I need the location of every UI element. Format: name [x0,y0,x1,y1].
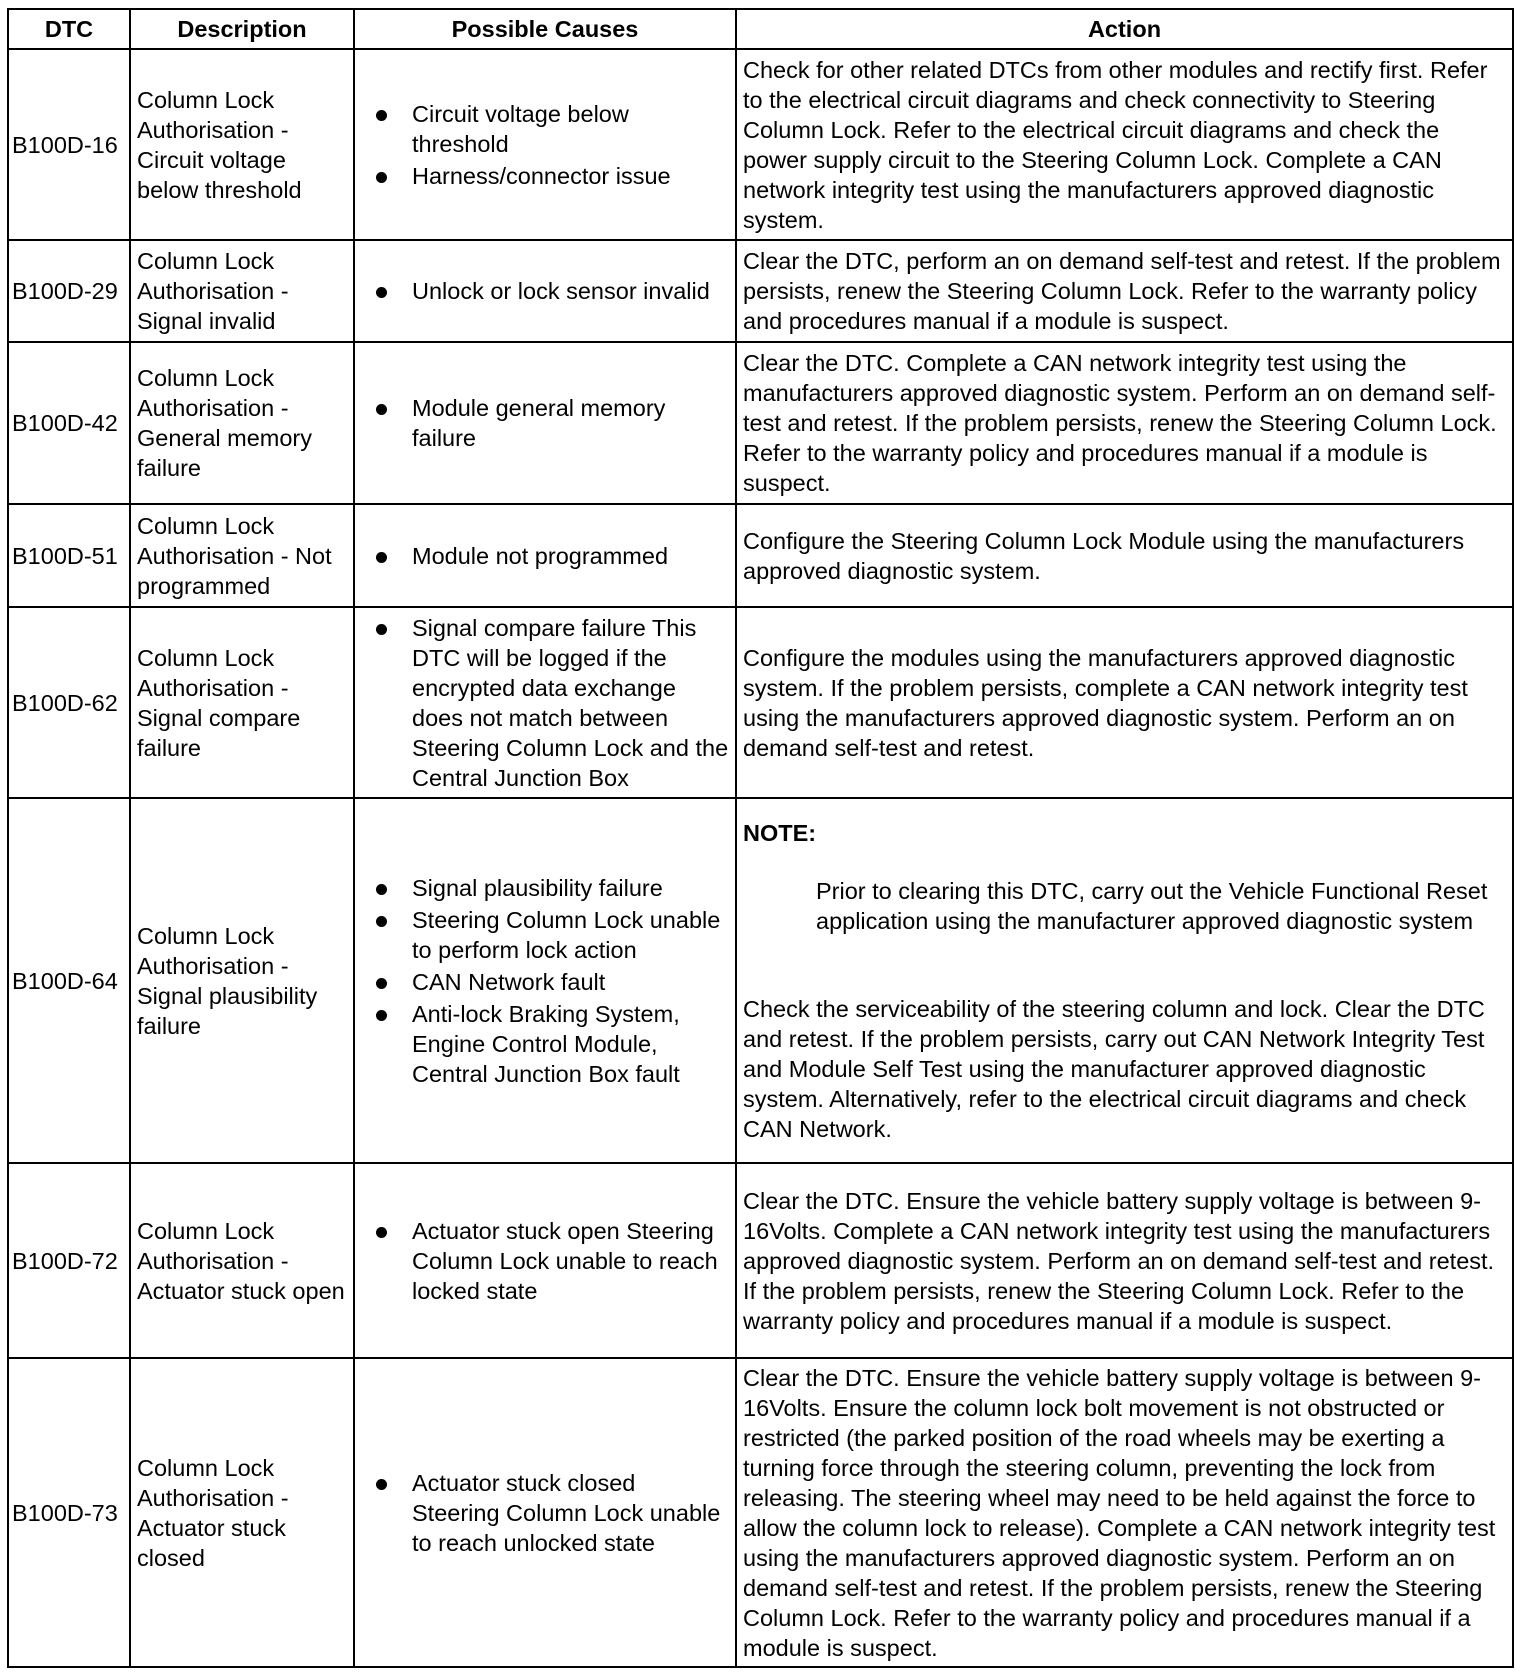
table-row [8,1358,1513,1667]
causes-cell [354,240,736,342]
cause-item: Actuator stuck closed Steering Column Lock unable to reach unlocked state [412,1468,729,1558]
cause-item: Unlock or lock sensor invalid [412,276,729,306]
causes-cell [354,798,736,1163]
header-row [8,9,1513,49]
action-cell: Configure the Steering Column Lock Module using the manufacturers approved diagnostic system. [736,504,1513,607]
action-text: Check the serviceability of the steering column and lock. Clear the DTC and retest. If the problem persists, carry out CAN Network Integrity Test and Module Self Test using the manufacturer approved diagnostic system. Alternatively, refer to the electrical circuit diagrams and check CAN Network. [743,995,1485,1142]
table-row [8,342,1513,504]
cause-item: Circuit voltage below threshold [412,99,729,159]
description-cell: Column Lock Authorisation - Signal invalid [130,240,354,342]
dtc-table [7,8,1514,1668]
description-cell: Column Lock Authorisation - Signal compare failure [130,607,354,798]
table-row [8,1163,1513,1358]
description-cell: Column Lock Authorisation - Actuator stuck open [130,1163,354,1358]
cause-item: Harness/connector issue [412,161,729,191]
cause-item: CAN Network fault [412,967,729,997]
description-cell: Column Lock Authorisation - Not programmed [130,504,354,607]
causes-list [361,541,729,571]
note-text: Prior to clearing this DTC, carry out the Vehicle Functional Reset application using the manufacturer approved diagnostic system [816,877,1488,934]
table-row [8,504,1513,607]
header-description: Description [130,9,354,49]
action-cell: Check for other related DTCs from other modules and rectify first. Refer to the electrical circuit diagrams and check connectivity to Steering Column Lock. Refer to the electrical circuit diagrams and check the power supply circuit to the Steering Column Lock. Complete a CAN network integrity test using the manufacturers approved diagnostic system. [736,49,1513,240]
action-cell: Clear the DTC, perform an on demand self-test and retest. If the problem persists, renew the Steering Column Lock. Refer to the warranty policy and procedures manual if a module is suspect. [736,240,1513,342]
causes-list [361,1216,729,1306]
causes-list [361,1468,729,1558]
dtc-code: B100D-72 [8,1163,130,1358]
action-cell: Configure the modules using the manufacturers approved diagnostic system. If the problem persists, complete a CAN network integrity test using the manufacturers approved diagnostic system. Perform an on demand self-test and retest. [736,607,1513,798]
causes-cell [354,504,736,607]
header-action: Action [736,9,1513,49]
description-cell: Column Lock Authorisation - Signal plausibility failure [130,798,354,1163]
cause-item: Anti-lock Braking System, Engine Control Module, Central Junction Box fault [412,999,729,1089]
dtc-code: B100D-42 [8,342,130,504]
dtc-code: B100D-64 [8,798,130,1163]
action-cell [736,798,1513,1163]
dtc-code: B100D-16 [8,49,130,240]
dtc-code: B100D-73 [8,1358,130,1667]
causes-cell [354,49,736,240]
description-cell: Column Lock Authorisation - Circuit voltage below threshold [130,49,354,240]
table-row [8,798,1513,1163]
action-cell: Clear the DTC. Ensure the vehicle battery supply voltage is between 9-16Volts. Complete a CAN network integrity test using the manufacturers approved diagnostic system. Perform an on demand self-test and retest. If the problem persists, renew the Steering Column Lock. Refer to the warranty policy and procedures manual if a module is suspect. [736,1163,1513,1358]
action-cell: Clear the DTC. Complete a CAN network integrity test using the manufacturers approved diagnostic system. Perform an on demand self-test and retest. If the problem persists, renew the Steering Column Lock. Refer to the warranty policy and procedures manual if a module is suspect. [736,342,1513,504]
cause-item: Signal plausibility failure [412,873,729,903]
table-row [8,49,1513,240]
causes-cell [354,342,736,504]
causes-cell [354,1163,736,1358]
table-row [8,607,1513,798]
dtc-code: B100D-29 [8,240,130,342]
note-label: NOTE: [743,819,817,846]
causes-cell [354,1358,736,1667]
cause-item: Signal compare failure This DTC will be logged if the encrypted data exchange does not match between Steering Column Lock and the Central Junction Box [412,614,729,791]
causes-list [361,873,729,1089]
description-cell: Column Lock Authorisation - General memory failure [130,342,354,504]
dtc-code: B100D-51 [8,504,130,607]
table-row [8,240,1513,342]
action-cell: Clear the DTC. Ensure the vehicle battery supply voltage is between 9-16Volts. Ensure the column lock bolt movement is not obstructed or restricted (the parked position of the road wheels may be exerting a turning force through the steering column, preventing the lock from releasing. The steering wheel may need to be held against the force to allow the column lock to release). Complete a CAN network integrity test using the manufacturers approved diagnostic system. Perform an on demand self-test and retest. If the problem persists, renew the Steering Column Lock. Refer to the warranty policy and procedures manual if a module is suspect. [736,1358,1513,1667]
causes-cell [354,607,736,798]
causes-list [361,276,729,306]
header-possible-causes: Possible Causes [354,9,736,49]
dtc-code: B100D-62 [8,607,130,798]
causes-list [361,99,729,191]
header-dtc: DTC [8,9,130,49]
causes-list [361,613,729,793]
causes-list [361,393,729,453]
cause-item: Actuator stuck open Steering Column Lock unable to reach locked state [412,1216,729,1306]
description-cell: Column Lock Authorisation - Actuator stuck closed [130,1358,354,1667]
cause-item: Module general memory failure [412,393,729,453]
cause-item: Module not programmed [412,541,729,571]
cause-item: Steering Column Lock unable to perform lock action [412,905,729,965]
